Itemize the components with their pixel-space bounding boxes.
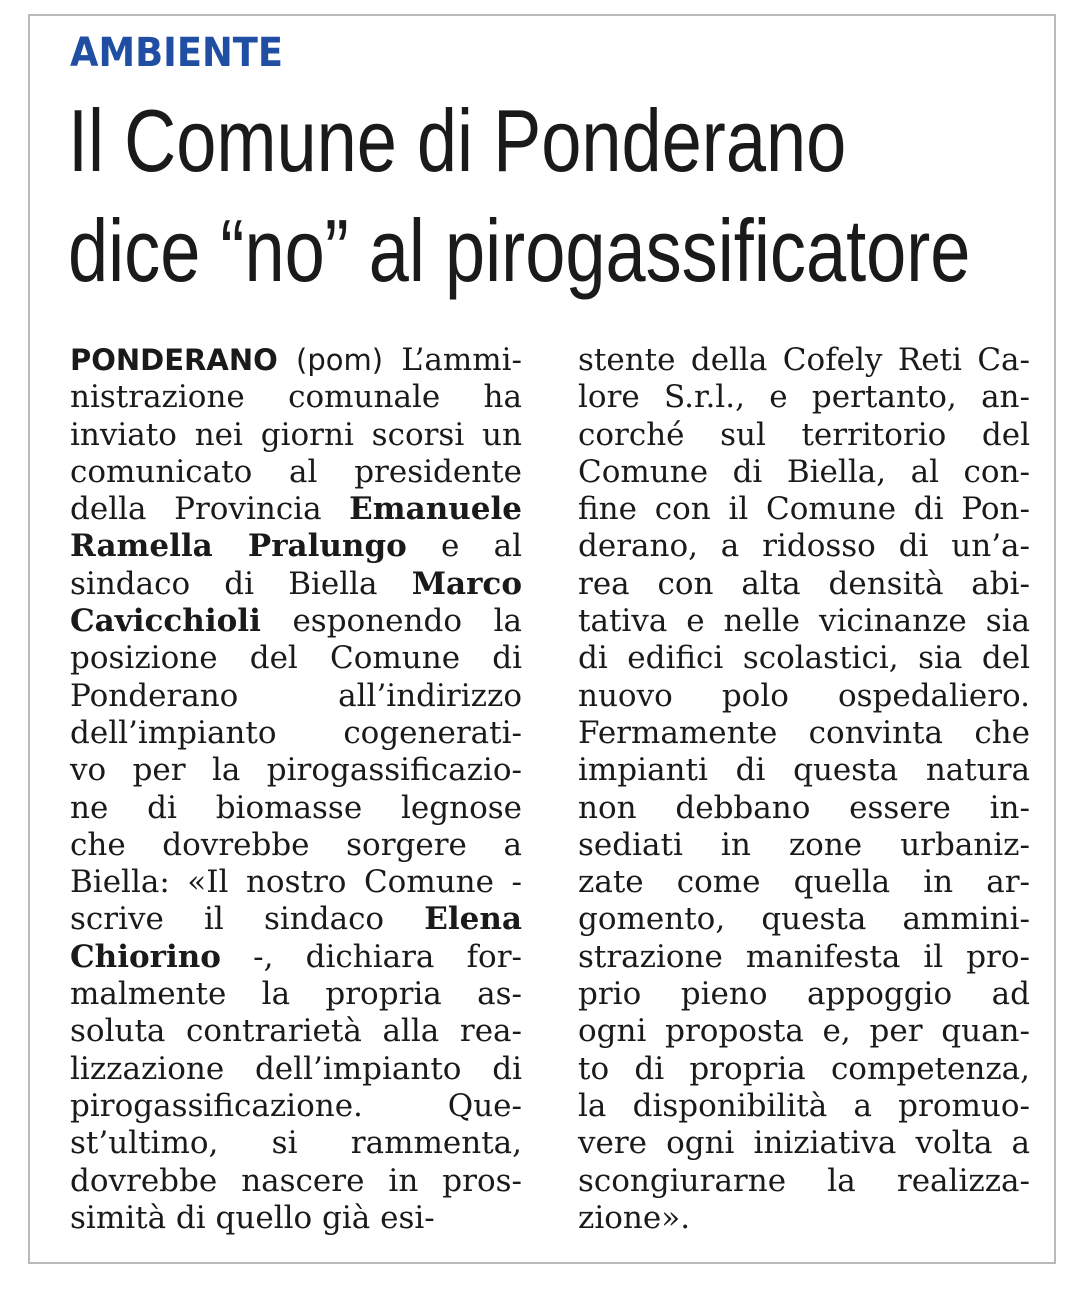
article-line <box>578 678 1030 715</box>
text-run: tativa e nelle vicinanze sia <box>578 603 1030 640</box>
article-line <box>578 1051 1030 1088</box>
article-line <box>70 417 522 454</box>
text-run: Biella: «Il nostro Comune - <box>70 864 522 901</box>
text-run: Comune di Biella, al con- <box>578 453 1030 490</box>
person-name: Elena <box>424 901 522 938</box>
person-name: Marco <box>411 565 522 602</box>
text-run: to di propria competenza, <box>578 1050 1030 1087</box>
section-label: AMBIENTE <box>70 30 284 76</box>
article-line <box>70 678 522 715</box>
dateline: PONDERANO <box>70 343 278 377</box>
headline-line-2: dice “no” al pirogassificatore <box>68 201 971 300</box>
article-line <box>70 1051 522 1088</box>
article-line <box>578 790 1030 827</box>
article-line <box>70 566 522 603</box>
article-line <box>578 342 1030 379</box>
article-line <box>70 901 522 938</box>
text-run: lizzazione dell’impianto di <box>70 1050 522 1087</box>
article-line <box>578 640 1030 677</box>
text-run: gomento, questa ammini- <box>578 901 1030 938</box>
article-line <box>70 976 522 1013</box>
article-line <box>70 491 522 528</box>
text-run: ogni proposta e, per quan- <box>578 1013 1030 1050</box>
text-run: inviato nei giorni scorsi un <box>70 416 522 453</box>
text-run: posizione del Comune di <box>70 640 522 677</box>
text-run: st’ultimo, si rammenta, <box>70 1125 522 1162</box>
text-run: malmente la propria as- <box>70 976 522 1013</box>
text-run: strazione manifesta il pro- <box>578 938 1030 975</box>
text-run: di edifici scolastici, sia del <box>578 640 1030 677</box>
text-run: esponendo la <box>260 603 522 640</box>
text-run: dovrebbe nascere in pros- <box>70 1162 522 1199</box>
article-line <box>70 715 522 752</box>
article-line <box>578 939 1030 976</box>
text-run: scrive il sindaco <box>70 901 425 938</box>
author-credit: (pom) <box>296 343 384 377</box>
text-run: zate come quella in ar- <box>578 864 1030 901</box>
text-run: dell’impianto cogenerati- <box>70 714 522 751</box>
article-line <box>70 752 522 789</box>
article-line <box>578 379 1030 416</box>
article-column-left <box>70 342 522 1237</box>
text-run: pirogassificazione. Que- <box>70 1087 522 1124</box>
article-line <box>578 864 1030 901</box>
text-run: prio pieno appoggio ad <box>578 976 1030 1013</box>
article-line <box>70 528 522 565</box>
person-name: Emanuele <box>349 491 522 528</box>
article-line <box>70 1125 522 1162</box>
article-line <box>578 528 1030 565</box>
text-run: e al <box>406 528 523 565</box>
text-run: rea con alta densità abi- <box>578 565 1030 602</box>
text-run: Fermamente convinta che <box>578 714 1030 751</box>
article-line <box>578 417 1030 454</box>
text-run: Ponderano all’indirizzo <box>70 677 522 714</box>
article-line <box>70 640 522 677</box>
person-name: Ramella Pralungo <box>70 528 407 565</box>
article-line <box>578 1088 1030 1125</box>
article-line <box>578 603 1030 640</box>
text-run: sediati in zone urbaniz- <box>578 826 1030 863</box>
text-run: comunicato al presidente <box>70 453 522 490</box>
newspaper-clipping <box>28 14 1056 1264</box>
article-line <box>578 454 1030 491</box>
article-line <box>70 939 522 976</box>
text-run: L’ammi- <box>401 342 522 378</box>
article-line <box>70 379 522 416</box>
article-line <box>578 976 1030 1013</box>
article-line <box>70 603 522 640</box>
text-run: vere ogni iniziativa volta a <box>578 1125 1030 1162</box>
article-line <box>70 454 522 491</box>
article-body <box>70 342 1028 1242</box>
article-line <box>578 827 1030 864</box>
article-line <box>70 790 522 827</box>
article-line <box>578 715 1030 752</box>
text-run: scongiurarne la realizza- <box>578 1162 1030 1199</box>
text-run: zione». <box>578 1199 691 1236</box>
person-name: Chiorino <box>70 938 221 975</box>
text-run: della Provincia <box>70 491 350 528</box>
article-line <box>578 1200 1030 1237</box>
text-run: ne di biomasse legnose <box>70 789 522 826</box>
text-run: corché sul territorio del <box>578 416 1030 453</box>
article-line <box>578 491 1030 528</box>
article-line <box>70 1163 522 1200</box>
article-line <box>70 1200 522 1237</box>
text-run: sindaco di Biella <box>70 565 412 602</box>
text-run: fine con il Comune di Pon- <box>578 491 1030 528</box>
article-line <box>578 1125 1030 1162</box>
text-run: stente della Cofely Reti Ca- <box>578 342 1030 378</box>
text-run: la disponibilità a promuo- <box>578 1087 1030 1124</box>
headline-line-1: Il Comune di Ponderano <box>68 91 847 190</box>
text-run: soluta contrarietà alla rea- <box>70 1013 522 1050</box>
text-run: derano, a ridosso di un’a- <box>578 528 1030 565</box>
article-line <box>578 566 1030 603</box>
text-run: nuovo polo ospedaliero. <box>578 677 1030 714</box>
person-name: Cavicchioli <box>70 603 261 640</box>
text-run: lore S.r.l., e pertanto, an- <box>578 379 1030 416</box>
text-run: vo per la pirogassificazio- <box>70 752 522 789</box>
article-line <box>70 1088 522 1125</box>
headline <box>68 86 971 306</box>
text-run: che dovrebbe sorgere a <box>70 826 522 863</box>
article-line <box>578 1013 1030 1050</box>
article-line <box>578 1163 1030 1200</box>
article-line <box>578 752 1030 789</box>
article-column-right <box>578 342 1030 1237</box>
article-line <box>70 864 522 901</box>
article-line <box>578 901 1030 938</box>
text-run: -, dichiara for- <box>221 938 522 975</box>
text-run: nistrazione comunale ha <box>70 379 522 416</box>
article-line <box>70 342 522 379</box>
text-run: non debbano essere in- <box>578 789 1030 826</box>
article-line <box>70 827 522 864</box>
article-line <box>70 1013 522 1050</box>
text-run: simità di quello già esi- <box>70 1199 435 1236</box>
text-run: impianti di questa natura <box>578 752 1030 789</box>
